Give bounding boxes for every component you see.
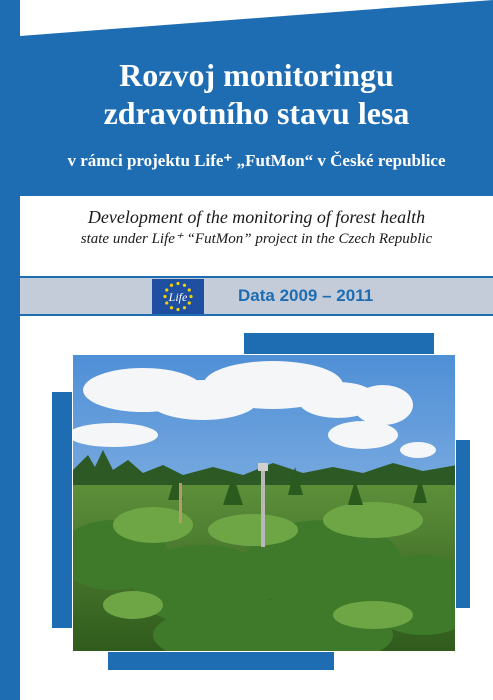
eu-star-icon bbox=[170, 284, 173, 287]
forest-landscape-icon bbox=[73, 355, 456, 652]
left-accent-bar bbox=[0, 0, 20, 700]
photo-frame-top-right bbox=[244, 333, 434, 355]
eu-star-icon bbox=[170, 306, 173, 309]
logo-text: Life bbox=[168, 290, 188, 304]
eu-star-icon bbox=[189, 295, 192, 298]
forest-photo bbox=[72, 354, 456, 652]
eu-star-icon bbox=[183, 284, 186, 287]
subtitle-english bbox=[20, 206, 493, 250]
subtitle-english-line-2: state under Life⁺ “FutMon” project in the Czech Republic bbox=[80, 231, 433, 247]
photo-frame-bottom bbox=[108, 650, 334, 670]
subtitle-czech: v rámci projektu Life⁺ „FutMon“ v České republice bbox=[67, 151, 446, 170]
data-years-label: Data 2009 – 2011 bbox=[238, 286, 374, 305]
life-eu-logo bbox=[152, 279, 204, 314]
eu-star-icon bbox=[176, 282, 179, 285]
eu-star-icon bbox=[176, 308, 179, 311]
eu-stars-icon bbox=[152, 279, 204, 314]
eu-star-icon bbox=[188, 301, 191, 304]
title-line-2: zdravotního stavu lesa bbox=[103, 95, 410, 131]
eu-star-icon bbox=[163, 295, 166, 298]
eu-star-icon bbox=[188, 288, 191, 291]
subtitle-english-line-1: Development of the monitoring of forest health bbox=[87, 207, 426, 227]
eu-star-icon bbox=[183, 306, 186, 309]
photo-frame-left bbox=[52, 392, 74, 628]
title-line-1: Rozvoj monitoringu bbox=[119, 57, 394, 93]
cover-title bbox=[20, 56, 493, 132]
